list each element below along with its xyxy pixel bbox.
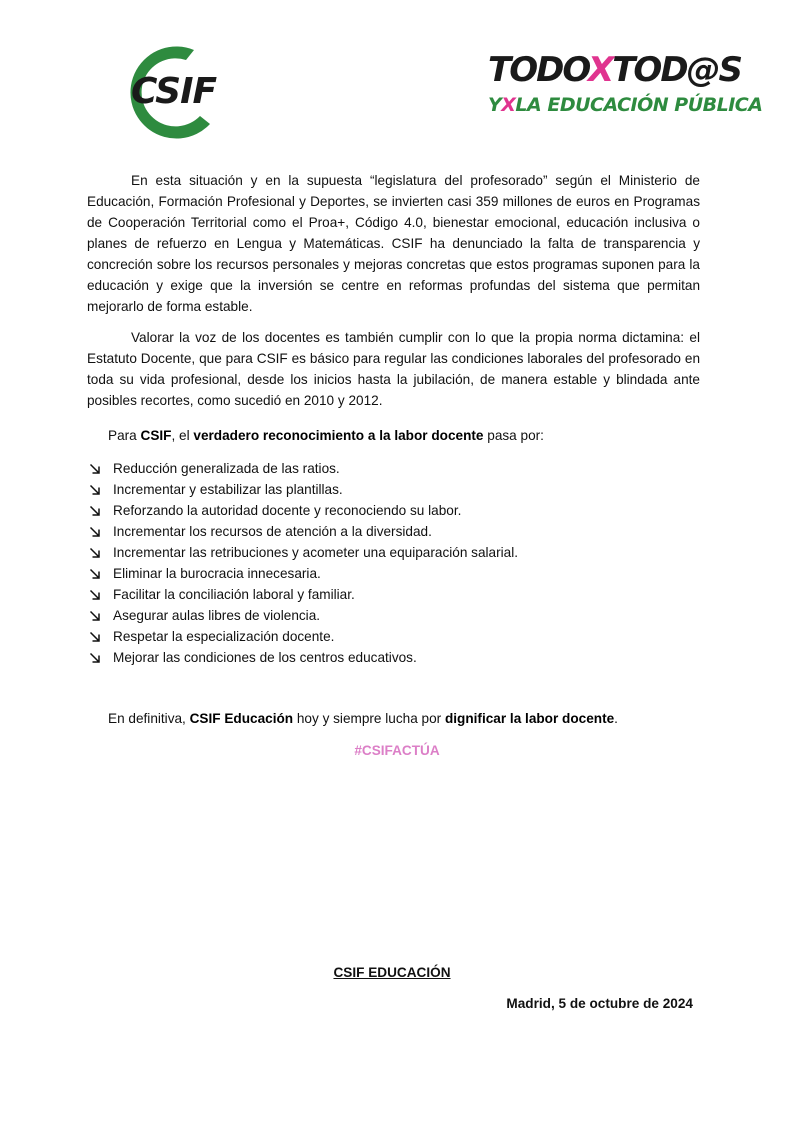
arrow-down-right-icon [87, 563, 103, 584]
document-body [87, 170, 700, 668]
campaign-logo-line1 [488, 50, 741, 90]
list-item: Reducción generalizada de las ratios. [87, 458, 700, 479]
list-item: Incrementar y estabilizar las plantillas. [87, 479, 700, 500]
campaign-logo-line2 [488, 92, 762, 118]
list-item: Facilitar la conciliación laboral y familiar. [87, 584, 700, 605]
arrow-down-right-icon [87, 458, 103, 479]
list-item: Asegurar aulas libres de violencia. [87, 605, 700, 626]
paragraph-1: En esta situación y en la supuesta “legislatura del profesorado” según el Ministerio de Educación, Formación Profesional y Deportes, se invierten casi 359 millones de euros en Programas de Cooperación Territorial como el Proa+, Código 4.0, bienestar emocional, educación inclusiva o planes de refuerzo en Lengua y Matemáticas. CSIF ha denunciado la falta de transparencia y concreción sobre los recursos personales y mejoras concretas que estos programas suponen para la educación y exige que la inversión se centre en reformas profundas del sistema que permitan mejorarlo de forma estable. [87, 173, 700, 314]
hashtag: #CSIFACTÚA [354, 743, 440, 758]
arrow-down-right-icon [87, 605, 103, 626]
arrow-down-right-icon [87, 479, 103, 500]
list-item: Incrementar los recursos de atención a la diversidad. [87, 521, 700, 542]
campaign-word-todo: TODO [488, 50, 589, 90]
campaign-word-educacion: LA EDUCACIÓN PÚBLICA [515, 94, 763, 116]
signature: CSIF EDUCACIÓN [333, 965, 451, 980]
csif-logo [112, 44, 222, 142]
campaign-word-todas: TOD@S [612, 50, 742, 90]
list-item: Mejorar las condiciones de los centros educativos. [87, 647, 700, 668]
closing-statement: En definitiva, CSIF Educación hoy y siempre lucha por dignificar la labor docente. [108, 711, 618, 726]
arrow-down-right-icon [87, 647, 103, 668]
list-item: Eliminar la burocracia innecesaria. [87, 563, 700, 584]
list-item: Respetar la especialización docente. [87, 626, 700, 647]
list-item: Incrementar las retribuciones y acometer una equiparación salarial. [87, 542, 700, 563]
demands-list [87, 458, 700, 668]
campaign-logo [488, 50, 763, 122]
list-item: Reforzando la autoridad docente y reconociendo su labor. [87, 500, 700, 521]
campaign-x-mark: X [588, 50, 613, 90]
campaign-x-mark-small: X [501, 94, 516, 116]
arrow-down-right-icon [87, 542, 103, 563]
paragraph-2: Valorar la voz de los docentes es también cumplir con lo que la propia norma dictamina: el Estatuto Docente, que para CSIF es básico para regular las condiciones laborales del profesorado en toda su vida profesional, desde los inicios hasta la jubilación, de manera estable y blindada ante posibles recortes, como sucedió en 2010 y 2012. [87, 330, 700, 408]
arrow-down-right-icon [87, 584, 103, 605]
campaign-word-y: Y [488, 94, 502, 116]
list-intro: Para CSIF, el verdadero reconocimiento a la labor docente pasa por: [108, 428, 544, 443]
arrow-down-right-icon [87, 500, 103, 521]
csif-logo-text: CSIF [131, 71, 217, 112]
arrow-down-right-icon [87, 626, 103, 647]
document-date: Madrid, 5 de octubre de 2024 [506, 996, 693, 1011]
arrow-down-right-icon [87, 521, 103, 542]
